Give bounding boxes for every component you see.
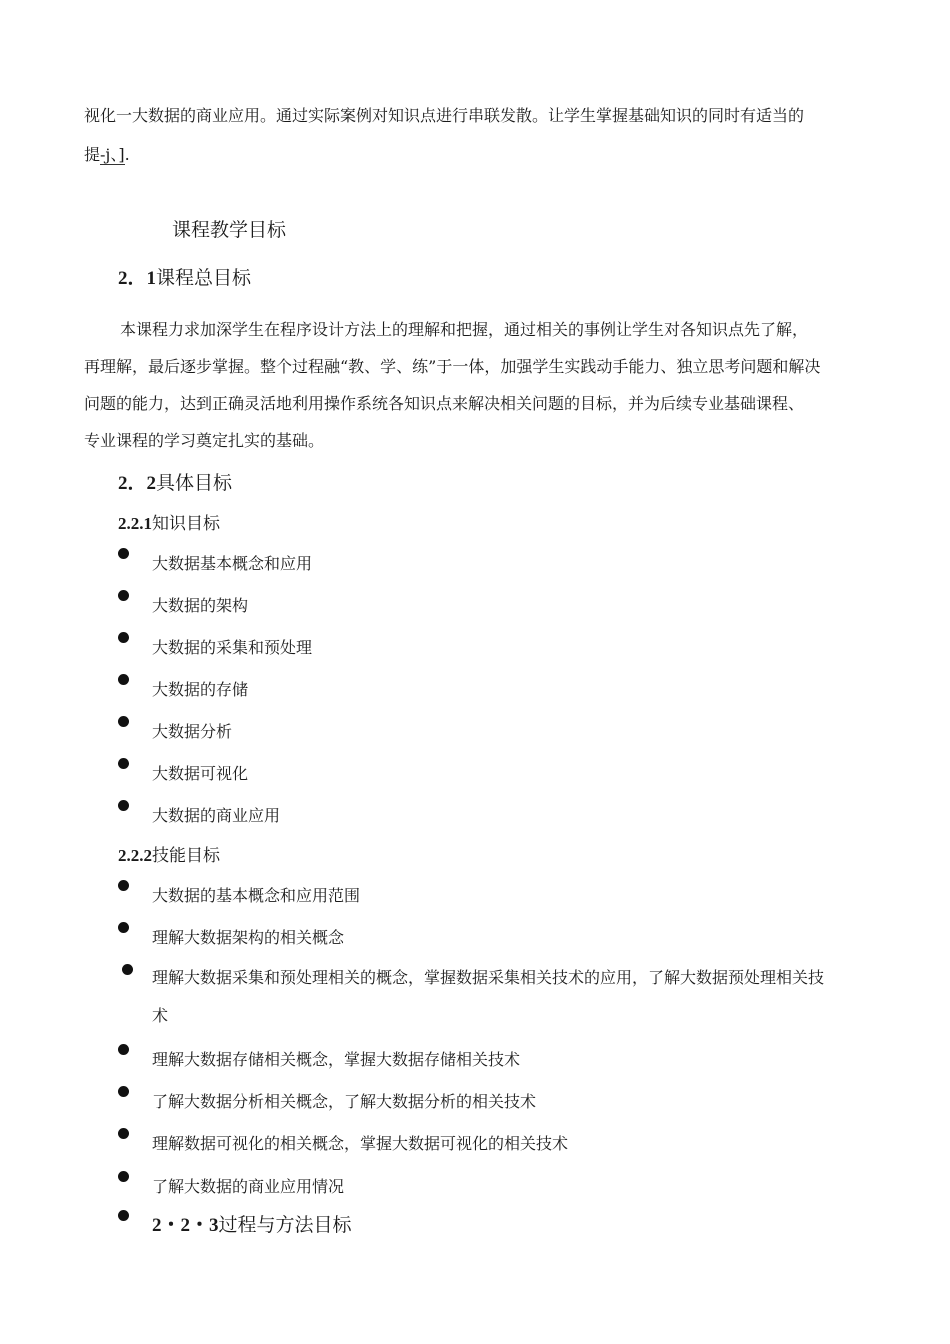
knowledge-item: 大数据的存储	[152, 680, 249, 699]
knowledge-item: 大数据的架构	[152, 596, 249, 615]
bullet-icon	[118, 1044, 129, 1055]
heading-2-2-1-number: 2.2.1	[118, 514, 152, 533]
knowledge-item: 大数据可视化	[152, 764, 249, 783]
bullet-icon	[118, 758, 129, 769]
heading-2-2-1-title: 知识目标	[152, 514, 220, 534]
intro-line-2-prefix: 提	[84, 145, 101, 164]
knowledge-item: 大数据的采集和预处理	[152, 638, 313, 657]
bullet-icon	[118, 590, 129, 601]
section-title: 课程教学目标	[172, 219, 287, 241]
heading-2-2	[118, 471, 232, 496]
skill-item-continuation: 术	[152, 1006, 169, 1025]
heading-2-1-number: 2．1	[118, 268, 157, 289]
heading-2-2-3	[152, 1213, 352, 1238]
paragraph-2-1-line-2: 再理解，最后逐步掌握。整个过程融“教、学、练”于一体，加强学生实践动手能力、独立思考问题和解决	[84, 357, 821, 376]
intro-line-2	[84, 143, 130, 167]
bullet-icon	[118, 1171, 129, 1182]
bullet-icon	[118, 1086, 129, 1097]
skill-item: 大数据的基本概念和应用范围	[152, 886, 361, 905]
heading-2-2-1	[118, 512, 220, 536]
heading-2-1-title: 课程总目标	[156, 267, 252, 289]
intro-line-1: 视化一大数据的商业应用。通过实际案例对知识点进行串联发散。让学生掌握基础知识的同时有适当的	[84, 106, 805, 125]
intro-line-2-garbled: -j、]	[100, 145, 125, 164]
bullet-icon	[118, 922, 129, 933]
bullet-icon	[118, 632, 129, 643]
heading-2-1	[118, 266, 251, 291]
bullet-icon	[118, 800, 129, 811]
knowledge-item: 大数据分析	[152, 722, 233, 741]
heading-2-2-2-title: 技能目标	[152, 846, 220, 866]
bullet-icon	[118, 548, 129, 559]
knowledge-item: 大数据基本概念和应用	[152, 554, 313, 573]
bullet-icon	[118, 880, 129, 891]
skill-item: 理解大数据存储相关概念，掌握大数据存储相关技术	[152, 1050, 521, 1069]
heading-2-2-2	[118, 844, 220, 868]
heading-2-2-title: 具体目标	[156, 472, 233, 494]
bullet-icon	[118, 1210, 129, 1221]
heading-2-2-3-title: 过程与方法目标	[218, 1214, 352, 1236]
bullet-icon	[118, 674, 129, 685]
skill-item: 理解数据可视化的相关概念，掌握大数据可视化的相关技术	[152, 1134, 569, 1153]
paragraph-2-1-line-4: 专业课程的学习奠定扎实的基础。	[84, 431, 325, 450]
skill-item: 了解大数据分析相关概念，了解大数据分析的相关技术	[152, 1092, 537, 1111]
heading-2-2-2-number: 2.2.2	[118, 846, 152, 865]
skill-item: 理解大数据采集和预处理相关的概念，掌握数据采集相关技术的应用，了解大数据预处理相关技	[152, 968, 825, 987]
knowledge-item: 大数据的商业应用	[152, 806, 281, 825]
paragraph-2-1-line-1: 本课程力求加深学生在程序设计方法上的理解和把握，通过相关的事例让学生对各知识点先了解，	[120, 320, 809, 339]
skill-item: 了解大数据的商业应用情况	[152, 1177, 345, 1196]
heading-2-2-3-number: 2・2・3	[152, 1215, 219, 1236]
bullet-icon	[122, 964, 133, 975]
heading-2-2-number: 2．2	[118, 473, 157, 494]
paragraph-2-1-line-3: 问题的能力，达到正确灵活地利用操作系统各知识点来解决相关问题的目标，并为后续专业基础课程、	[84, 394, 805, 413]
intro-line-2-end: .	[124, 145, 130, 164]
bullet-icon	[118, 1128, 129, 1139]
skill-item: 理解大数据架构的相关概念	[152, 928, 345, 947]
bullet-icon	[118, 716, 129, 727]
